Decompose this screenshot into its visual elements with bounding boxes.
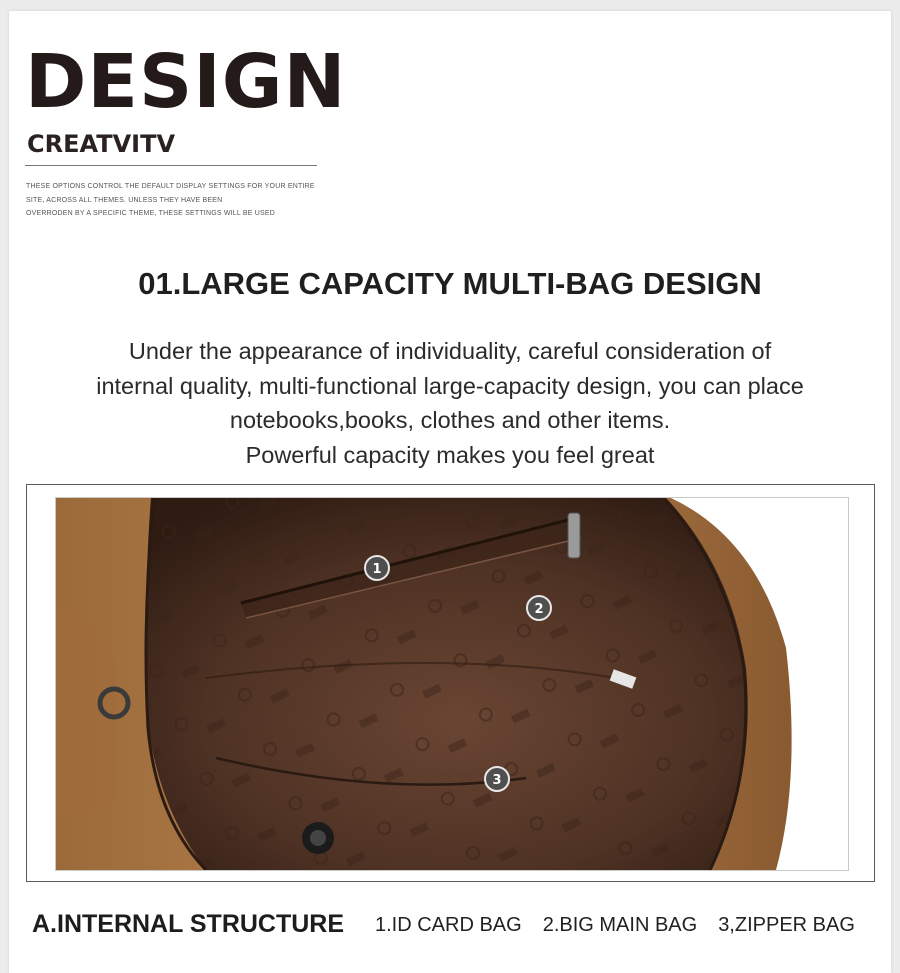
svg-text:1: 1 — [372, 562, 382, 577]
bag-interior-illustration — [56, 498, 848, 870]
description-line: internal quality, multi-functional large-capacity design, you can place — [96, 372, 804, 399]
bag-interior-photo — [55, 497, 849, 871]
marker-3 — [485, 767, 509, 791]
svg-text:3: 3 — [492, 773, 502, 788]
structure-item-id-card-bag: 1.ID CARD BAG — [375, 914, 522, 936]
heading-divider — [25, 165, 317, 166]
description-line: Under the appearance of individuality, careful consideration of — [128, 338, 772, 364]
section-heading: 01.LARGE CAPACITY MULTI-BAG DESIGN — [138, 266, 762, 301]
marker-1 — [365, 556, 389, 580]
creativity-subheading: CREATVITV — [27, 130, 176, 158]
marker-2 — [527, 596, 551, 620]
structure-item-list — [375, 915, 855, 935]
small-caption-line: OVERRODEN BY A SPECIFIC THEME, THESE SETTINGS WILL BE USED — [26, 210, 276, 217]
small-caption — [26, 180, 316, 221]
small-caption-line: THESE OPTIONS CONTROL THE DEFAULT DISPLAY SETTINGS FOR YOUR ENTIRE — [26, 183, 315, 190]
section-description — [9, 334, 891, 472]
description-line: Powerful capacity makes you feel great — [245, 441, 655, 468]
small-caption-line: SITE, ACROSS ALL THEMES. UNLESS THEY HAVE BEEN — [26, 196, 223, 204]
design-heading: DESIGN — [25, 39, 347, 125]
product-detail-card — [9, 11, 891, 973]
structure-item-zipper-bag: 3,ZIPPER BAG — [718, 914, 855, 936]
product-photo-frame — [26, 484, 875, 882]
svg-text:2: 2 — [534, 602, 544, 617]
description-line: notebooks,books, clothes and other items. — [229, 407, 671, 433]
internal-structure-label: A.INTERNAL STRUCTURE — [32, 910, 345, 938]
structure-item-big-main-bag: 2.BIG MAIN BAG — [542, 914, 698, 936]
